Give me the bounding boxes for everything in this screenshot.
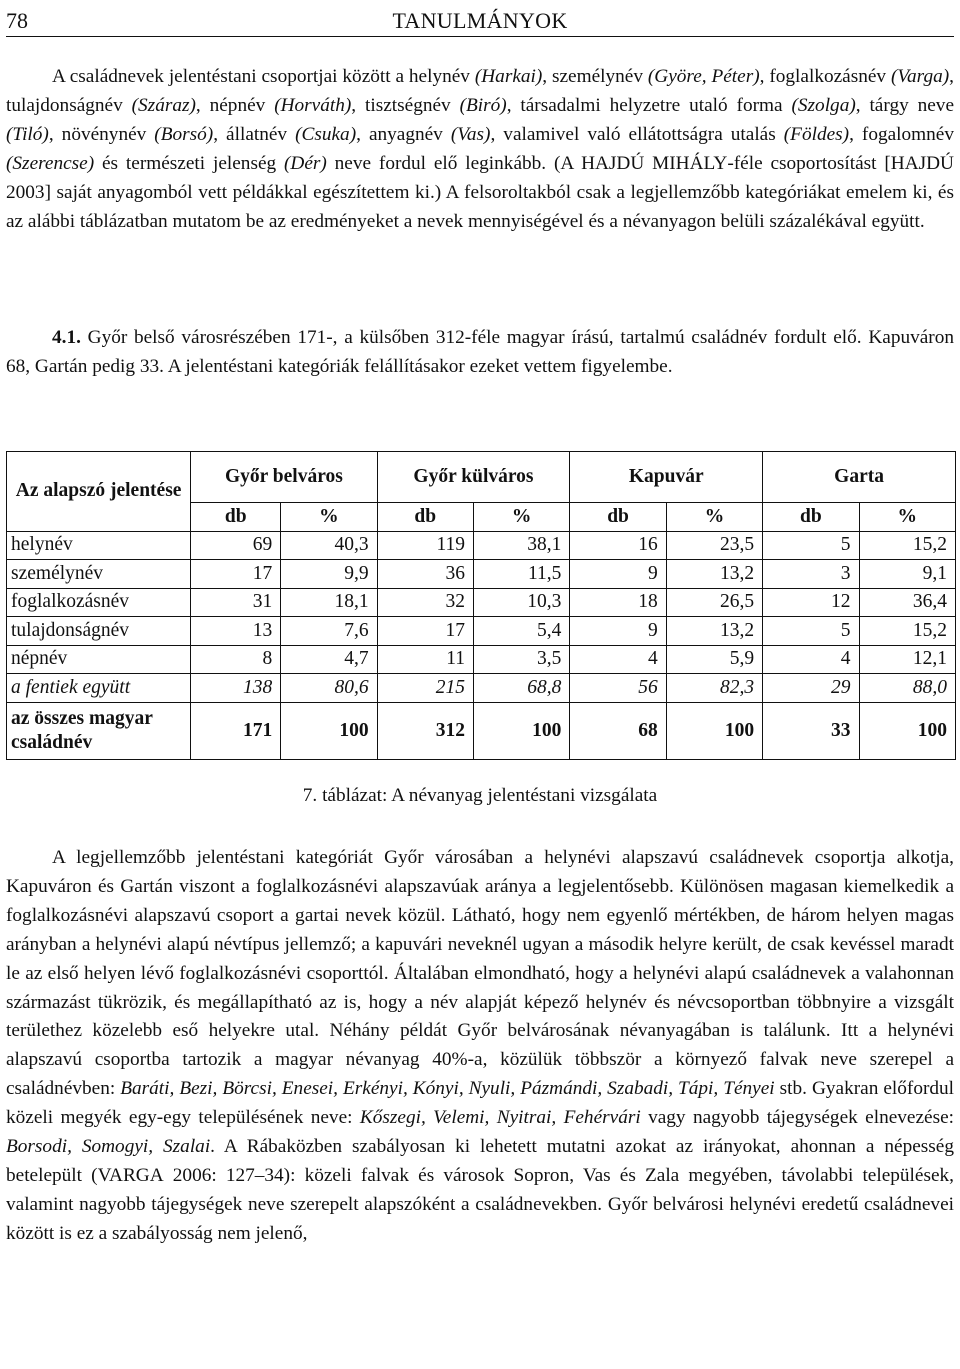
row-label: az összes magyar családnév: [7, 702, 191, 759]
table-cell: 9,9: [281, 560, 377, 589]
table-cell: 100: [859, 702, 955, 759]
row-label: a fentiek együtt: [7, 674, 191, 703]
table-cell: 17: [377, 617, 473, 646]
row-label: népnév: [7, 645, 191, 674]
table-cell: 31: [191, 588, 281, 617]
table-cell: 138: [191, 674, 281, 703]
header-place: Garta: [763, 452, 956, 503]
table-caption: 7. táblázat: A névanyag jelentéstani vizsgálata: [302, 785, 658, 806]
table-cell: 5,9: [666, 645, 762, 674]
table-cell: 215: [377, 674, 473, 703]
page-header: [6, 6, 954, 37]
table-cell: 18,1: [281, 588, 377, 617]
header-place: Győr külváros: [377, 452, 570, 503]
table-cell: 40,3: [281, 531, 377, 560]
table-cell: 5: [763, 617, 859, 646]
table-row: [7, 531, 956, 560]
row-label: tulajdonságnév: [7, 617, 191, 646]
semantic-category-table: [6, 451, 956, 760]
table-cell: 12,1: [859, 645, 955, 674]
table-cell: 82,3: [666, 674, 762, 703]
paragraph-section-4-1: 4.1. Győr belső városrészében 171-, a külsőben 312-féle magyar írású, tartalmú családnév fordult elő. Kapuváron 68, Gartán pedig 33. A jelentéstani kategóriák felállításakor ezeket vettem figyelembe.: [6, 327, 954, 377]
table-cell: 12: [763, 588, 859, 617]
table-cell: 32: [377, 588, 473, 617]
table-cell: 9: [570, 560, 666, 589]
table-cell: 13: [191, 617, 281, 646]
table-cell: 80,6: [281, 674, 377, 703]
citation-author: VARGA: [97, 1164, 164, 1186]
table-cell: 29: [763, 674, 859, 703]
header-place: Győr belváros: [191, 452, 377, 503]
table-cell: 15,2: [859, 531, 955, 560]
row-label: személynév: [7, 560, 191, 589]
subheader: %: [666, 503, 762, 532]
table-cell: 68,8: [473, 674, 569, 703]
row-label: foglalkozásnév: [7, 588, 191, 617]
table-row: [7, 560, 956, 589]
table-cell: 7,6: [281, 617, 377, 646]
table-cell: 11: [377, 645, 473, 674]
table-cell: 36: [377, 560, 473, 589]
table-cell: 33: [763, 702, 859, 759]
table-cell: 171: [191, 702, 281, 759]
table-cell: 4,7: [281, 645, 377, 674]
header-place: Kapuvár: [570, 452, 763, 503]
table-cell: 9,1: [859, 560, 955, 589]
subheader: db: [570, 503, 666, 532]
table-cell: 16: [570, 531, 666, 560]
subheader: %: [859, 503, 955, 532]
table-cell: 3,5: [473, 645, 569, 674]
table-cell: 18: [570, 588, 666, 617]
table-body: [7, 531, 956, 759]
table-row: [7, 588, 956, 617]
table-cell: 56: [570, 674, 666, 703]
subheader: db: [377, 503, 473, 532]
table-row: [7, 645, 956, 674]
table-cell: 8: [191, 645, 281, 674]
paragraph-analysis: A legjellemzőbb jelentéstani kategóriát Győr városában a helynévi alapszavú családnevek csoportja alkotja, Kapuváron és Gartán viszont a foglalkozásnévi alapszavúak aránya a legjelentősebb. Különösen magasan kiemelkedik a foglalkozásnévi alapszavú csoport a gartai nevek közül. Látható, hogy nem egyenlő mértékben, de három helyen magas arányban a helynévi alapú névtípus jellemző; a kapuvári neveknél ugyan a második helyre került, de csak kevéssel maradt le az első helyen lévő foglalkozásnévi csoporttól. Általában elmondható, hogy a helynévi alapú családnevek a valahonnan származást tükrözik, és megállapítható az is, hogy a név alapját képező helynév és névcsoportban többnyire a vizsgált területhez közelebb eső helyekre utal. Néhány példát Győr belvárosának névanyagában is találunk. Itt a helynévi alapszavú csoportba tartozik a magyar névanyag 40%-a, közülük többször a környező falvak neve szerepel a családnévben: Baráti, Bezi, Börcsi, Enesei, Erkényi, Kónyi, Nyuli, Pázmándi, Szabadi, Tápi, Tényei stb. Gyakran előfordul közeli megyék egy-egy településének neve: Kőszegi, Velemi, Nyitrai, Fehérvári vagy nagyobb tájegységek elnevezése: Borsodi, Somogyi, Szalai. A Rábaközben szabályosan ki lehetett mutatni azokat az irányokat, ahonnan a népesség betelepült (VARGA 2006: 127–34): közeli falvak és városok Sopron, Vas és Zala megyében, távolabbi települések, valamint nagyobb tájegységek neve szerepelt alapszóként a családnevekben. Győr belvárosi helynévi eredetű családnevei között is ez a szabályosság nem jelenő,: [6, 847, 955, 1244]
table-cell: 17: [191, 560, 281, 589]
row-label: helynév: [7, 531, 191, 560]
table-cell: 119: [377, 531, 473, 560]
table-cell: 4: [763, 645, 859, 674]
table-row: [7, 702, 956, 759]
table-cell: 11,5: [473, 560, 569, 589]
table-cell: 38,1: [473, 531, 569, 560]
subheader: %: [281, 503, 377, 532]
table-cell: 5,4: [473, 617, 569, 646]
table-cell: 13,2: [666, 560, 762, 589]
table-cell: 100: [473, 702, 569, 759]
table-cell: 5: [763, 531, 859, 560]
table-cell: 26,5: [666, 588, 762, 617]
subheader: db: [763, 503, 859, 532]
table-cell: 10,3: [473, 588, 569, 617]
table-cell: 15,2: [859, 617, 955, 646]
table-cell: 88,0: [859, 674, 955, 703]
table-cell: 68: [570, 702, 666, 759]
table-cell: 4: [570, 645, 666, 674]
page-number: 78: [6, 8, 28, 33]
section-number: 4.1.: [52, 327, 81, 348]
table-cell: 23,5: [666, 531, 762, 560]
table-cell: 9: [570, 617, 666, 646]
citation-author: HAJDÚ: [890, 152, 954, 174]
table-row: [7, 617, 956, 646]
table-cell: 100: [666, 702, 762, 759]
table-cell: 100: [281, 702, 377, 759]
subheader: db: [191, 503, 281, 532]
table-cell: 13,2: [666, 617, 762, 646]
subheader: %: [473, 503, 569, 532]
table-row: [7, 674, 956, 703]
table-cell: 3: [763, 560, 859, 589]
table-cell: 312: [377, 702, 473, 759]
table-cell: 69: [191, 531, 281, 560]
table-cell: 36,4: [859, 588, 955, 617]
author-name-smallcaps: HAJDÚ MIHÁLY: [581, 152, 728, 174]
paragraph-intro: A családnevek jelentéstani csoportjai között a helynév (Harkai), személynév (Györe, Péter), foglalkozásnév (Varga), tulajdonságnév (Száraz), népnév (Horváth), tisztségnév (Biró), társadalmi helyzetre utaló forma (Szolga), tárgy neve (Tiló), növénynév (Borsó), állatnév (Csuka), anyagnév (Vas), valamivel való ellátottságra utalás (Földes), fogalomnév (Szerencse) és természeti jelenség (Dér) neve fordul elő leginkább. (A HAJDÚ MIHÁLY-féle csoportosítást [HAJDÚ 2003] saját anyagomból vett példákkal egészítettem ki.) A felsoroltakból csak a legjellemzőbb kategóriákat emelem ki, és az alábbi táblázatban mutatom be az eredményeket a nevek mennyiségével és a névanyagon belüli százalékával együtt.: [6, 66, 955, 232]
running-title: TANULMÁNYOK: [392, 8, 568, 33]
header-corner: Az alapszó jelentése: [7, 452, 191, 532]
